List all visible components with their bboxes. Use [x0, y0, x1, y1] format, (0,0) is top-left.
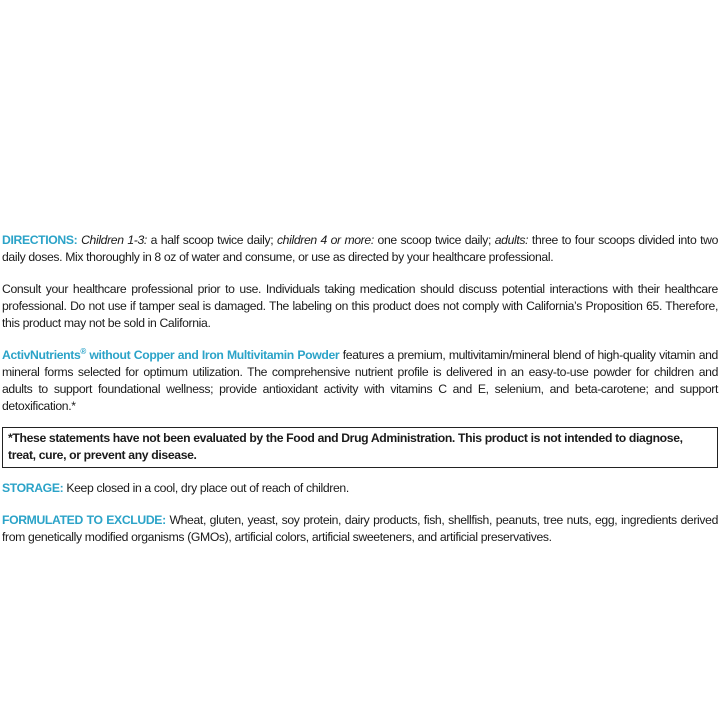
supplement-label-text	[2, 232, 718, 561]
children-1-3-label: Children 1-3:	[81, 233, 147, 247]
storage-paragraph	[2, 480, 718, 497]
storage-heading: STORAGE:	[2, 481, 64, 495]
directions-heading: DIRECTIONS:	[2, 233, 78, 247]
directions-paragraph	[2, 232, 718, 266]
description-paragraph	[2, 347, 718, 415]
exclusions-heading: FORMULATED TO EXCLUDE:	[2, 513, 166, 527]
product-name: without Copper and Iron Multivitamin Powder	[85, 348, 340, 362]
description-text: features a premium, multivitamin/mineral blend of high-quality vitamin and mineral forms selected for optimum utilization. The comprehensive nutrient profile is delivered in an easy-to-use powder for children and adults to support foundational wellness; provide antioxidant activity with vitamins C and E, selenium, and beta-carotene; and support detoxification.*	[2, 348, 718, 413]
exclusions-paragraph	[2, 512, 718, 546]
fda-disclaimer-box	[2, 427, 718, 468]
exclusions-text: Wheat, gluten, yeast, soy protein, dairy products, fish, shellfish, peanuts, tree nuts, egg, ingredients derived from genetically modified organisms (GMOs), artificial colors, artificial sweeteners, and artificial preservatives.	[2, 513, 718, 544]
children-4-more-label: children 4 or more:	[276, 233, 374, 247]
children-4-more-dose: one scoop twice daily;	[373, 233, 495, 247]
adults-label: adults:	[494, 233, 529, 247]
fda-disclaimer-text: *These statements have not been evaluated by the Food and Drug Administration. This product is not intended to diagnose, treat, cure, or prevent any disease.	[8, 431, 683, 462]
brand-name: ActivNutrients	[2, 348, 81, 362]
children-1-3-dose: a half scoop twice daily;	[146, 233, 277, 247]
caution-paragraph: Consult your healthcare professional prior to use. Individuals taking medication should discuss potential interactions with their healthcare professional. Do not use if tamper seal is damaged. The labeling on this product does not comply with California’s Proposition 65. Therefore, this product may not be sold in California.	[2, 282, 718, 330]
storage-text: Keep closed in a cool, dry place out of reach of children.	[63, 481, 349, 495]
registered-mark: ®	[80, 346, 86, 356]
adults-dose: three to four scoops divided into two daily doses. Mix thoroughly in 8 oz of water and consume, or use as directed by your healthcare professional.	[2, 233, 718, 264]
product-brand	[2, 348, 339, 362]
